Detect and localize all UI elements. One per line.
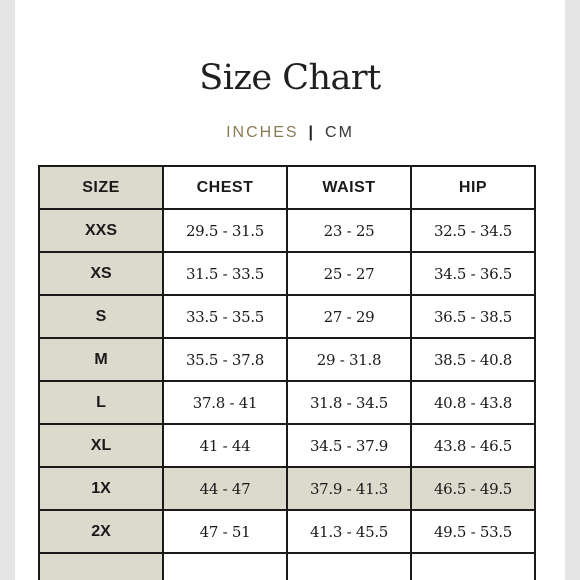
table-row [39, 338, 535, 381]
cell-waist: 34.5 - 37.9 [287, 424, 411, 467]
header-size: SIZE [39, 166, 163, 209]
cell-chest: 35.5 - 37.8 [163, 338, 287, 381]
cell-size: 1X [39, 467, 163, 510]
size-chart-page [15, 0, 565, 580]
size-table [38, 165, 536, 580]
cell-chest: 33.5 - 35.5 [163, 295, 287, 338]
cell-size: XL [39, 424, 163, 467]
table-row [39, 553, 535, 580]
header-chest: CHEST [163, 166, 287, 209]
unit-cm-tab[interactable]: CM [325, 124, 354, 141]
cell-hip [411, 553, 535, 580]
table-row [39, 424, 535, 467]
cell-hip: 49.5 - 53.5 [411, 510, 535, 553]
cell-waist: 29 - 31.8 [287, 338, 411, 381]
cell-hip: 40.8 - 43.8 [411, 381, 535, 424]
cell-waist: 31.8 - 34.5 [287, 381, 411, 424]
table-row [39, 510, 535, 553]
cell-size: 2X [39, 510, 163, 553]
table-row [39, 252, 535, 295]
cell-waist [287, 553, 411, 580]
unit-separator: | [308, 124, 316, 141]
cell-hip: 46.5 - 49.5 [411, 467, 535, 510]
cell-chest: 41 - 44 [163, 424, 287, 467]
cell-hip: 34.5 - 36.5 [411, 252, 535, 295]
cell-chest [163, 553, 287, 580]
table-row [39, 467, 535, 510]
cell-chest: 31.5 - 33.5 [163, 252, 287, 295]
cell-chest: 29.5 - 31.5 [163, 209, 287, 252]
cell-hip: 43.8 - 46.5 [411, 424, 535, 467]
unit-inches-tab[interactable]: INCHES [226, 124, 299, 141]
cell-hip: 38.5 - 40.8 [411, 338, 535, 381]
cell-size: XXS [39, 209, 163, 252]
cell-size: M [39, 338, 163, 381]
cell-size: XS [39, 252, 163, 295]
cell-chest: 37.8 - 41 [163, 381, 287, 424]
cell-waist: 27 - 29 [287, 295, 411, 338]
cell-chest: 47 - 51 [163, 510, 287, 553]
cell-chest: 44 - 47 [163, 467, 287, 510]
cell-waist: 37.9 - 41.3 [287, 467, 411, 510]
cell-waist: 41.3 - 45.5 [287, 510, 411, 553]
cell-size [39, 553, 163, 580]
table-row [39, 381, 535, 424]
cell-waist: 23 - 25 [287, 209, 411, 252]
cell-waist: 25 - 27 [287, 252, 411, 295]
cell-hip: 36.5 - 38.5 [411, 295, 535, 338]
unit-toggle [15, 124, 565, 142]
header-hip: HIP [411, 166, 535, 209]
cell-size: S [39, 295, 163, 338]
table-row [39, 209, 535, 252]
page-title: Size Chart [199, 58, 381, 98]
cell-hip: 32.5 - 34.5 [411, 209, 535, 252]
header-waist: WAIST [287, 166, 411, 209]
cell-size: L [39, 381, 163, 424]
table-header-row [39, 166, 535, 209]
table-row [39, 295, 535, 338]
